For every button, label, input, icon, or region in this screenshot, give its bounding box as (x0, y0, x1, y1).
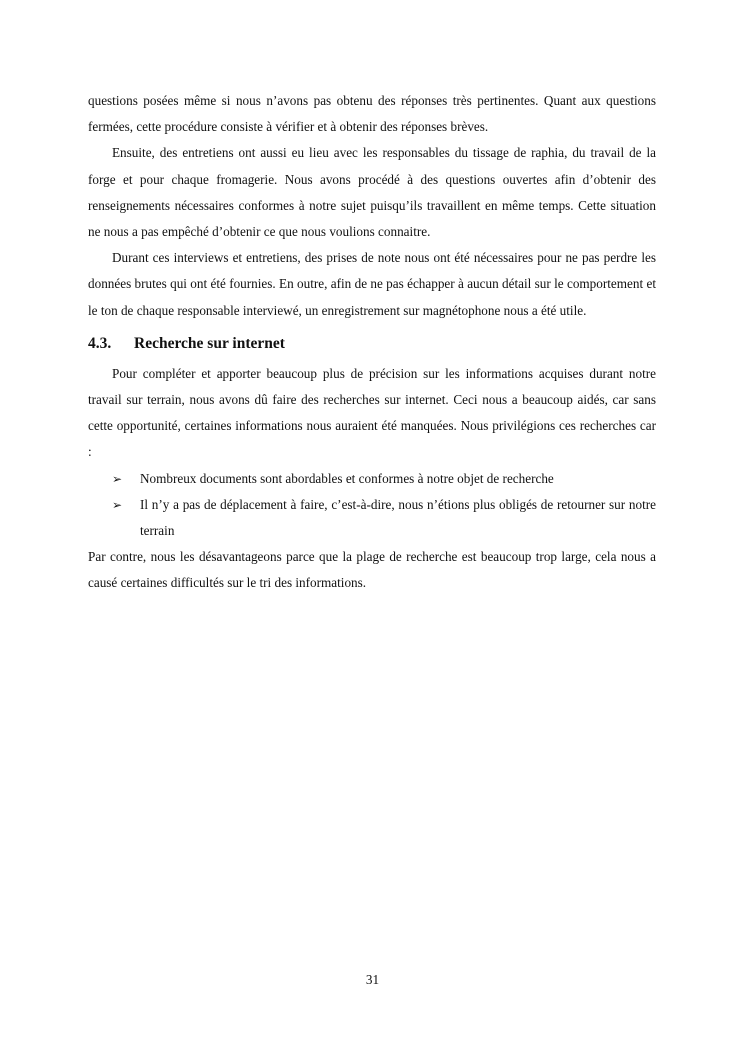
paragraph-conclusion: Par contre, nous les désavantageons parce que la plage de recherche est beaucoup trop large, cela nous a causé certaines difficultés sur le tri des informations. (88, 549, 656, 591)
document-body (88, 88, 656, 597)
arrow-bullet-icon: ➢ (112, 471, 123, 486)
page-number: 31 (365, 972, 380, 987)
section-number: 4.3. (88, 334, 112, 352)
list-item-text: Nombreux documents sont abordables et conformes à notre objet de recherche (140, 470, 554, 486)
section-heading (88, 333, 656, 355)
list-item (88, 466, 656, 492)
list-item-text: Il n’y a pas de déplacement à faire, c’est-à-dire, nous n’étions plus obligés de retourner sur notre terrain (140, 496, 656, 539)
paragraph-interviews: Durant ces interviews et entretiens, des prises de note nous ont été nécessaires pour ne pas perdre les données brutes qui ont été fournies. En outre, afin de ne pas échapper à aucun détail sur le comportement et le ton de chaque responsable interviewé, un enregistrement sur magnétophone nous a été utile. (88, 250, 656, 318)
paragraph-questions: questions posées même si nous n’avons pas obtenu des réponses très pertinentes. Quant aux questions fermées, cette procédure consiste à vérifier et à obtenir des réponses brèves. (88, 93, 656, 135)
paragraph-entretiens: Ensuite, des entretiens ont aussi eu lieu avec les responsables du tissage de raphia, du travail de la forge et pour chaque fromagerie. Nous avons procédé à des questions ouvertes afin d’obtenir des renseignements nécessaires conformes à notre sujet puisqu’ils travaillent en même temps. Cette situation ne nous a pas empêché d’obtenir ce que nous voulions connaitre. (88, 145, 656, 240)
bullet-list (88, 466, 656, 545)
list-item (88, 492, 656, 544)
section-title: Recherche sur internet (134, 334, 285, 352)
arrow-bullet-icon: ➢ (112, 497, 123, 512)
paragraph-internet-intro: Pour compléter et apporter beaucoup plus de précision sur les informations acquises durant notre travail sur terrain, nous avons dû faire des recherches sur internet. Ceci nous a beaucoup aidés, car sans cette opportunité, certaines informations nous auraient été manquées. Nous privilégions ces recherches car : (88, 365, 656, 460)
